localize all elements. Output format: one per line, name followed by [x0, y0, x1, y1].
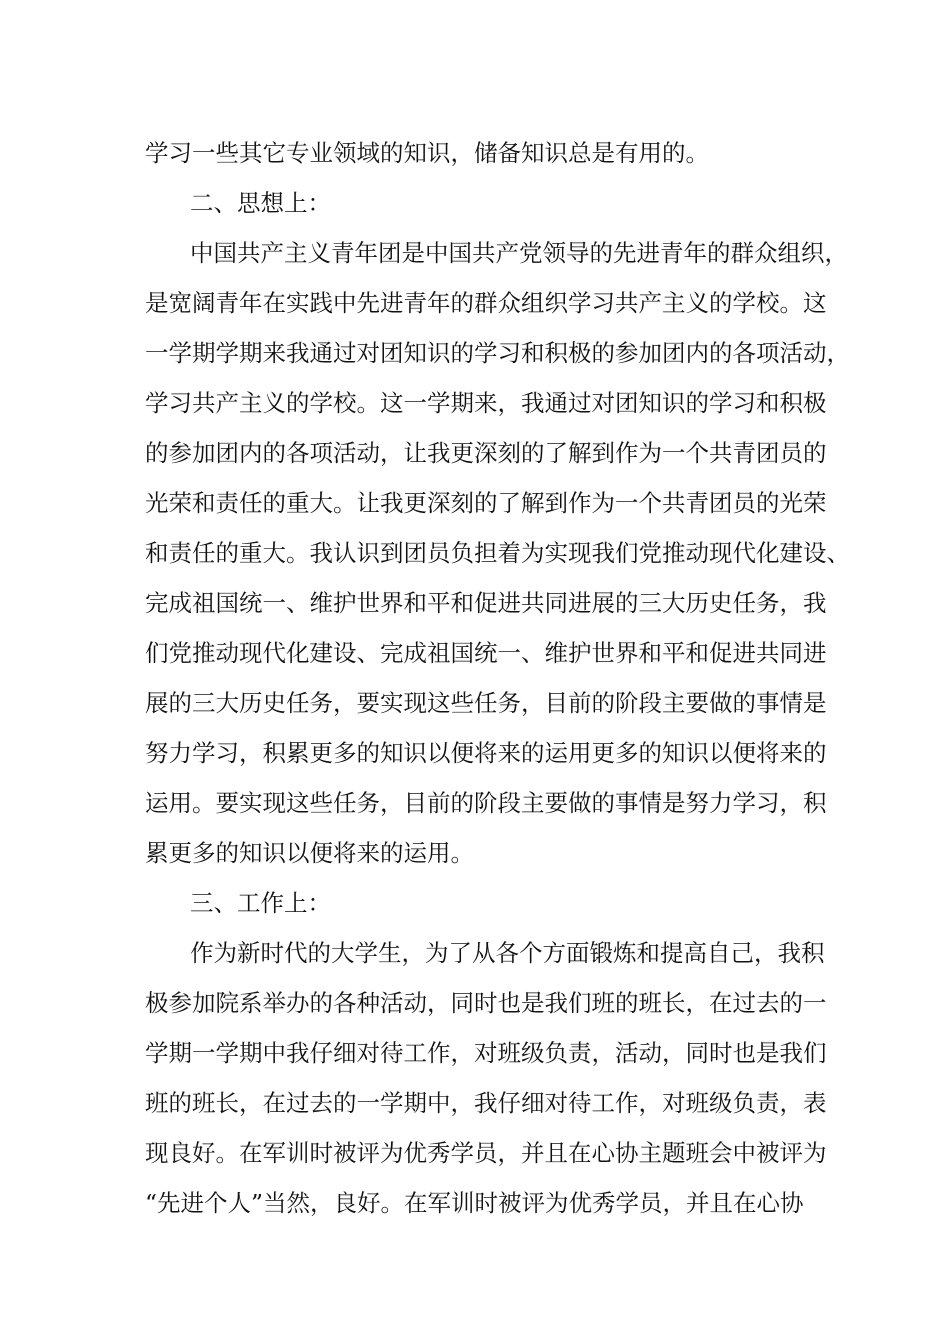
- paragraph-first-line: 作为新时代的大学生，为了从各个方面锻炼和提高自己，我积: [190, 939, 825, 967]
- body-text-line: 努力学习，积累更多的知识以便将来的运用更多的知识以便将来的: [145, 739, 827, 767]
- body-text-line: 极参加院系举办的各种活动，同时也是我们班的班长，在过去的一: [145, 989, 827, 1017]
- body-text-line: 完成祖国统一、维护世界和平和促进共同进展的三大历史任务，我: [145, 589, 827, 617]
- body-text-line: 学期一学期中我仔细对待工作，对班级负责，活动，同时也是我们: [145, 1039, 827, 1067]
- body-text-line: 光荣和责任的重大。让我更深刻的了解到作为一个共青团员的光荣: [145, 489, 827, 517]
- body-text-line: 的参加团内的各项活动，让我更深刻的了解到作为一个共青团员的: [145, 439, 827, 467]
- body-text-line: 班的班长，在过去的一学期中，我仔细对待工作，对班级负责，表: [145, 1089, 827, 1117]
- body-text-line: 们党推动现代化建设、完成祖国统一、维护世界和平和促进共同进: [145, 639, 827, 667]
- body-text-line: 是宽阔青年在实践中先进青年的群众组织学习共产主义的学校。这: [145, 289, 827, 317]
- paragraph-first-line: 中国共产主义青年团是中国共产党领导的先进青年的群众组织，: [190, 239, 848, 267]
- body-text-line: 运用。要实现这些任务，目前的阶段主要做的事情是努力学习，积: [145, 789, 827, 817]
- body-text-line: 和责任的重大。我认识到团员负担着为实现我们党推动现代化建设、: [145, 539, 850, 567]
- body-text-line: 学习一些其它专业领域的知识，储备知识总是有用的。: [145, 139, 709, 167]
- body-text-line: 展的三大历史任务，要实现这些任务，目前的阶段主要做的事情是: [145, 689, 827, 717]
- section-heading-work: 三、工作上：: [190, 889, 331, 917]
- body-text-line: 累更多的知识以便将来的运用。: [145, 839, 474, 867]
- body-text-line: 学习共产主义的学校。这一学期来，我通过对团知识的学习和积极: [145, 389, 827, 417]
- body-text-line: 现良好。在军训时被评为优秀学员，并且在心协主题班会中被评为: [145, 1139, 827, 1167]
- body-text-line: 一学期学期来我通过对团知识的学习和积极的参加团内的各项活动，: [145, 339, 850, 367]
- document-body: [145, 128, 850, 1228]
- body-text-line: “先进个人”当然，良好。在军训时被评为优秀学员，并且在心协: [145, 1189, 804, 1217]
- section-heading-thought: 二、思想上：: [190, 189, 331, 217]
